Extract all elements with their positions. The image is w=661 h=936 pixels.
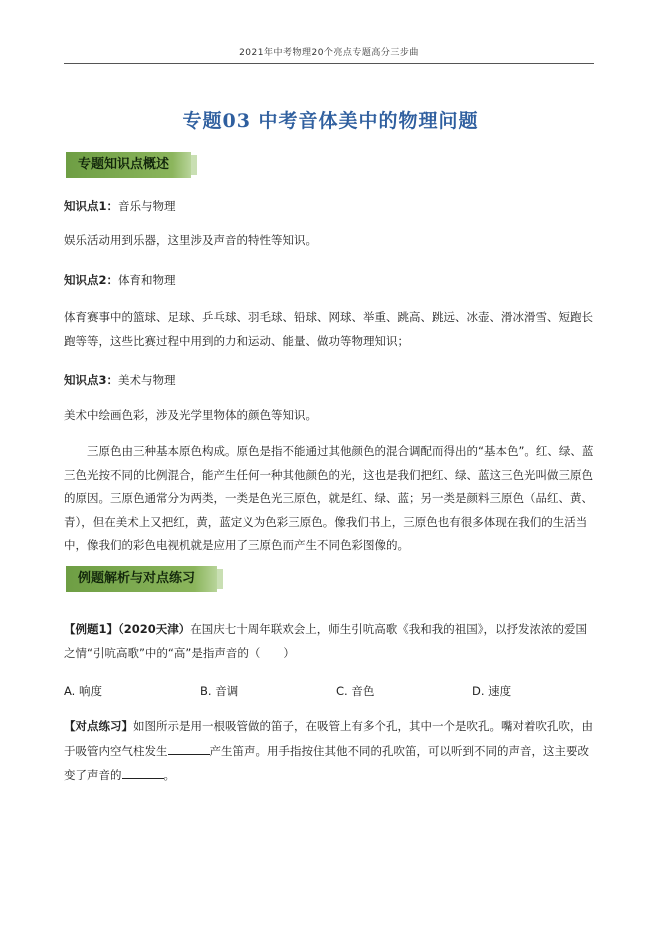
example-source: （2020天津） [118, 622, 191, 636]
knowledge-point-label: 知识点3： [64, 373, 119, 387]
example-1 [64, 617, 594, 665]
knowledge-point-1-text: 娱乐活动用到乐器，这里涉及声音的特性等知识。 [64, 233, 317, 247]
practice-text-part1: 如图所示是用一根吸管做的笛子，在吸管上有多个孔，其中一个是吹孔。嘴对着吹孔吹，由于吸管内空气柱发生 [64, 719, 593, 758]
section-tag-examples: 例题解析与对点练习 [66, 566, 217, 592]
option-d: D. 速度 [472, 684, 512, 698]
knowledge-point-topic: 体育和物理 [118, 273, 176, 287]
knowledge-point-1-heading [64, 195, 594, 218]
knowledge-point-2-heading [64, 269, 594, 292]
knowledge-point-2-text: 体育赛事中的篮球、足球、乒乓球、羽毛球、铅球、网球、举重、跳高、跳远、冰壶、滑冰滑雪、短跑长跑等等，这些比赛过程中用到的力和运动、能量、做功等物理知识； [64, 310, 593, 348]
section-tag-overview: 专题知识点概述 [66, 152, 191, 178]
option-a: A. 响度 [64, 684, 102, 698]
knowledge-point-topic: 音乐与物理 [118, 199, 176, 213]
knowledge-point-label: 知识点2： [64, 273, 119, 287]
practice-1 [64, 714, 594, 788]
knowledge-point-topic: 美术与物理 [118, 373, 176, 387]
example-label: 【例题1】 [64, 622, 119, 636]
example-question: 在国庆七十周年联欢会上，师生引吭高歌《我和我的祖国》，以抒发浓浓的爱国之情“引吭高歌”中的“高”是指声音的（ ） [64, 622, 588, 660]
answer-blank-1[interactable] [168, 742, 210, 755]
answer-blank-2[interactable] [122, 766, 164, 779]
option-c: C. 音色 [336, 684, 375, 698]
primary-colors-paragraph: 三原色由三种基本原色构成。原色是指不能通过其他颜色的混合调配而得出的“基本色”。红、绿、蓝三色光按不同的比例混合，能产生任何一种其他颜色的光，这也是我们把红、绿、蓝这三色光叫做三原色的原因。三原色通常分为两类，一类是色光三原色，就是红、绿、蓝；另一类是颜料三原色（品红、黄、青），但在美术上又把红，黄，蓝定义为色彩三原色。像我们书上，三原色也有很多体现在我们的生活当中，像我们的彩色电视机就是应用了三原色而产生不同色彩图像的。 [64, 444, 594, 552]
page-title: 专题03 中考音体美中的物理问题 [182, 110, 479, 132]
practice-label: 【对点练习】 [64, 719, 133, 733]
knowledge-point-label: 知识点1： [64, 199, 119, 213]
knowledge-point-3-heading [64, 369, 594, 392]
practice-text-part3: 。 [163, 768, 175, 782]
knowledge-point-3-text: 美术中绘画色彩，涉及光学里物体的颜色等知识。 [64, 408, 317, 422]
page-header: 2021年中考物理20个亮点专题高分三步曲 [64, 45, 594, 64]
practice-text-part2: 产生笛声。用手指按住其他不同的孔吹笛，可以听到不同的声音，这主要改变了声音的 [64, 743, 589, 782]
option-b: B. 音调 [200, 684, 239, 698]
